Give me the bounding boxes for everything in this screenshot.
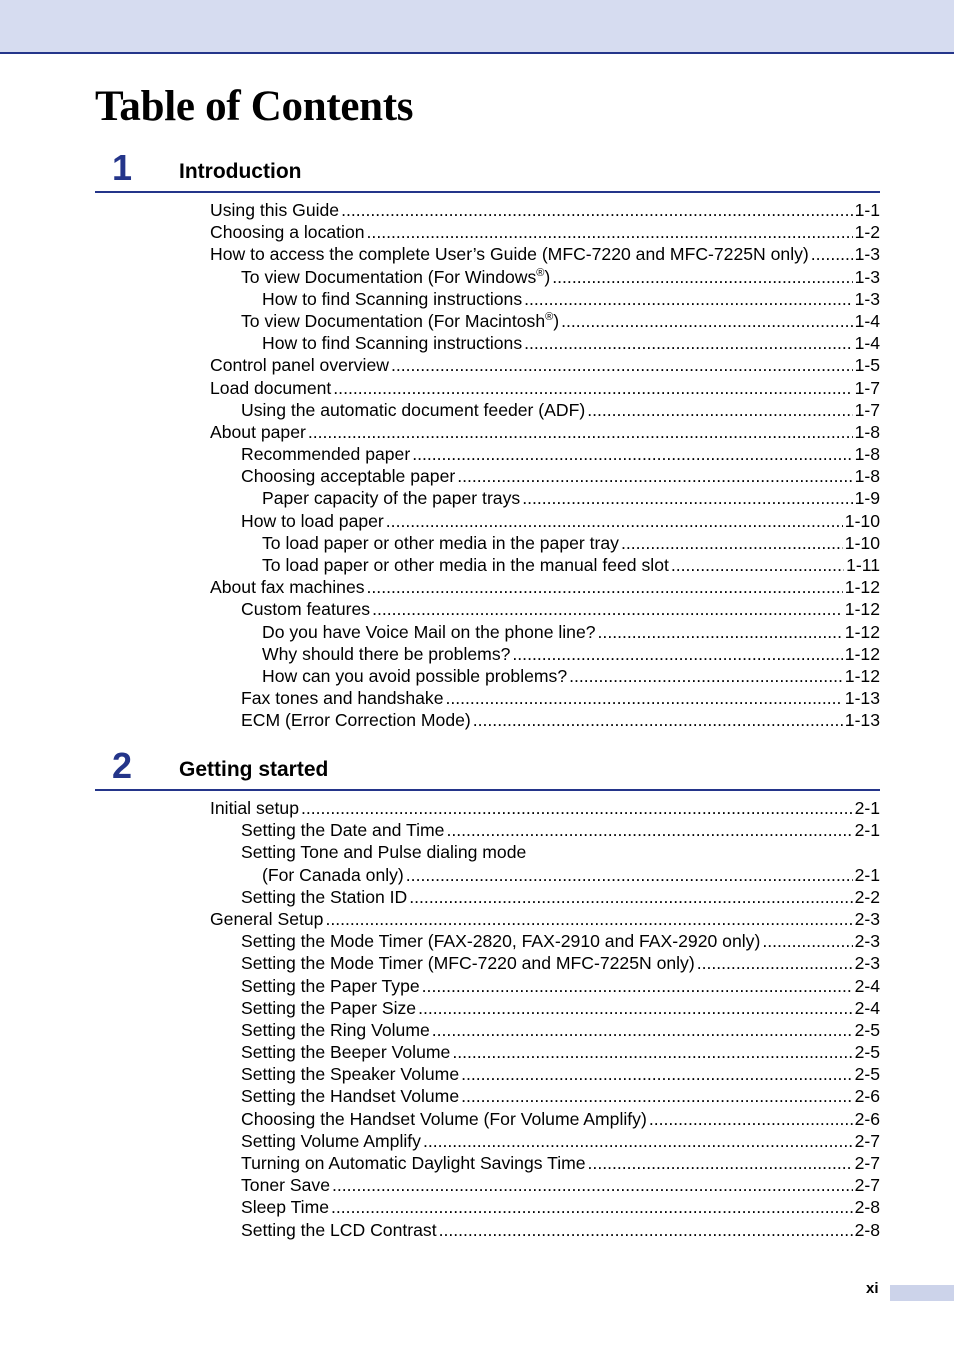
toc-entry-text: Setting Tone and Pulse dialing mode: [241, 842, 527, 863]
toc-entry[interactable]: [210, 820, 880, 842]
toc-entry[interactable]: [210, 488, 880, 510]
dot-leader: [587, 400, 852, 421]
toc-entry[interactable]: [210, 953, 880, 975]
toc-page-ref[interactable]: 1-7: [854, 377, 880, 398]
toc-page-ref[interactable]: 1-12: [844, 665, 880, 686]
dot-leader: [341, 200, 852, 221]
toc-entry-title: [241, 1131, 421, 1152]
toc-page-ref[interactable]: 2-8: [854, 1219, 880, 1240]
toc-page-ref[interactable]: 2-4: [854, 975, 880, 996]
toc-entry[interactable]: [210, 998, 880, 1020]
toc-entry-title: [241, 311, 559, 332]
dot-leader: [367, 222, 853, 243]
toc-entry[interactable]: [210, 1109, 880, 1131]
toc-entry-text: How can you avoid possible problems?: [262, 665, 568, 686]
toc-page-ref[interactable]: 1-12: [844, 621, 880, 642]
dot-leader: [445, 688, 842, 709]
toc-entry-text: Choosing the Handset Volume (For Volume Amplify): [241, 1108, 647, 1129]
toc-entry-list: [210, 798, 880, 1242]
toc-entry-text: Setting the Station ID: [241, 886, 408, 907]
toc-entry-title: [210, 798, 299, 819]
toc-entry-text: Do you have Voice Mail on the phone line?: [262, 621, 596, 642]
dot-leader: [524, 333, 852, 354]
toc-entry-text: Toner Save: [241, 1175, 330, 1196]
toc-entry[interactable]: [210, 577, 880, 599]
toc-entry-text: Setting the Mode Timer (FAX-2820, FAX-2910 and FAX-2920 only): [241, 931, 761, 952]
toc-page-ref[interactable]: 2-8: [854, 1197, 880, 1218]
toc-entry[interactable]: [210, 599, 880, 621]
toc-entry[interactable]: [210, 333, 880, 355]
toc-page-ref[interactable]: 1-4: [854, 333, 880, 354]
toc-page-ref[interactable]: 1-12: [844, 577, 880, 598]
dot-leader: [461, 1064, 852, 1085]
toc-entry-text: Custom features: [241, 599, 371, 620]
toc-entry[interactable]: [210, 311, 880, 333]
chapter-heading: [95, 147, 880, 193]
toc-entry-text-suffix: ): [544, 266, 551, 287]
toc-page-ref[interactable]: 2-6: [854, 1086, 880, 1107]
toc-page-ref[interactable]: 1-12: [844, 599, 880, 620]
toc-page-ref[interactable]: 2-6: [854, 1108, 880, 1129]
toc-entry-title: [262, 622, 596, 643]
toc-entry-title: [241, 998, 416, 1019]
toc-entry-title: [241, 267, 550, 288]
toc-entry[interactable]: [210, 909, 880, 931]
toc-page-ref[interactable]: 2-3: [854, 931, 880, 952]
toc-page-ref[interactable]: 1-10: [844, 532, 880, 553]
dot-leader: [524, 289, 852, 310]
toc-entry-text: Setting the Paper Type: [241, 975, 420, 996]
toc-entry[interactable]: [210, 1220, 880, 1242]
dot-leader: [432, 1020, 853, 1041]
toc-entry-text-suffix: ): [553, 310, 560, 331]
dot-leader: [697, 953, 853, 974]
toc-entry-title: [241, 976, 420, 997]
toc-entry-title: [210, 244, 809, 265]
toc-entry[interactable]: [210, 710, 880, 732]
toc-page-ref[interactable]: 1-7: [854, 399, 880, 420]
registered-mark: ®: [545, 311, 554, 324]
toc-entry-title: [241, 1220, 437, 1241]
dot-leader: [325, 909, 852, 930]
toc-entry-text: How to load paper: [241, 510, 384, 531]
toc-entry-text: Fax tones and handshake: [241, 688, 444, 709]
toc-entry-text: ECM (Error Correction Mode): [241, 710, 471, 731]
toc-entry-text: To view Documentation (For Macintosh: [241, 310, 546, 331]
toc-entry[interactable]: [210, 666, 880, 688]
toc-entry-title: [262, 533, 619, 554]
toc-entry[interactable]: [210, 1042, 880, 1064]
toc-page-ref[interactable]: 2-7: [854, 1130, 880, 1151]
toc-entry-text: Setting the LCD Contrast: [241, 1219, 437, 1240]
toc-page-ref[interactable]: 2-3: [854, 908, 880, 929]
toc-entry-text: Choosing acceptable paper: [241, 466, 456, 487]
dot-leader: [406, 865, 853, 886]
toc-page-ref[interactable]: 1-5: [854, 355, 880, 376]
toc-page-ref[interactable]: 1-3: [854, 288, 880, 309]
header-band: [0, 0, 954, 54]
chapter-title[interactable]: Getting started: [179, 758, 329, 781]
dot-leader: [439, 1220, 853, 1241]
toc-page-ref[interactable]: 2-7: [854, 1175, 880, 1196]
toc-entry[interactable]: [210, 1064, 880, 1086]
dot-leader: [457, 466, 852, 487]
toc-entry-title: [241, 887, 407, 908]
dot-leader: [512, 644, 842, 665]
toc-entry-text: General Setup: [210, 908, 324, 929]
toc-entry-title: [241, 820, 444, 841]
toc-entry-text: Setting the Ring Volume: [241, 1019, 430, 1040]
toc-entry-text: Setting the Beeper Volume: [241, 1042, 451, 1063]
toc-entry-title: [210, 222, 365, 243]
toc-entry[interactable]: [210, 533, 880, 555]
toc-page-ref[interactable]: 1-13: [844, 710, 880, 731]
toc-entry-text: Choosing a location: [210, 222, 365, 243]
toc-entry[interactable]: [210, 378, 880, 400]
toc-entry[interactable]: [210, 400, 880, 422]
toc-entry-title: [241, 1197, 329, 1218]
toc-entry-title: [241, 1064, 459, 1085]
toc-entry[interactable]: [210, 1020, 880, 1042]
toc-entry-text: (For Canada only): [262, 864, 404, 885]
dot-leader: [372, 599, 843, 620]
toc-entry-title: [241, 466, 455, 487]
toc-entry-text: Turning on Automatic Daylight Savings Time: [241, 1153, 586, 1173]
dot-leader: [762, 931, 852, 952]
toc-entry-list: [210, 200, 880, 733]
toc-entry-text: To load paper or other media in the paper tray: [262, 532, 619, 553]
dot-leader: [333, 378, 852, 399]
page-title: Table of Contents: [95, 83, 414, 130]
dot-leader: [649, 1109, 853, 1130]
toc-page-ref[interactable]: 1-4: [854, 310, 880, 331]
dot-leader: [522, 488, 852, 509]
toc-entry-text: Setting the Handset Volume: [241, 1086, 460, 1107]
toc-entry-title: [241, 688, 443, 709]
toc-entry-title: [241, 931, 760, 952]
dot-leader: [671, 555, 844, 576]
dot-leader: [386, 511, 843, 532]
toc-entry-title: [210, 355, 389, 376]
dot-leader: [811, 244, 853, 265]
toc-entry-title: [241, 710, 471, 731]
dot-leader: [561, 311, 852, 332]
dot-leader: [452, 1042, 852, 1063]
toc-entry-text: Load document: [210, 377, 332, 398]
toc-entry-text: Setting the Paper Size: [241, 997, 417, 1018]
chapter-section: [95, 147, 880, 731]
toc-entry-title: [210, 577, 365, 598]
dot-leader: [301, 798, 853, 819]
toc-entry-title: [241, 1153, 586, 1174]
toc-page-ref[interactable]: 2-4: [854, 997, 880, 1018]
toc-entry-title: [241, 599, 370, 620]
toc-entry[interactable]: [210, 222, 880, 244]
toc-entry-text: Recommended paper: [241, 444, 411, 465]
chapter-heading: [95, 745, 880, 791]
dot-leader: [418, 998, 852, 1019]
toc-entry[interactable]: [210, 1131, 880, 1153]
dot-leader: [423, 1131, 853, 1152]
toc-entry-text: Using the automatic document feeder (ADF): [241, 399, 586, 420]
toc-page-ref[interactable]: 2-5: [854, 1042, 880, 1063]
toc-entry-text: About paper: [210, 421, 306, 442]
toc-entry-title: [210, 422, 306, 443]
toc-entry-title: [262, 333, 522, 354]
dot-leader: [391, 355, 853, 376]
toc-entry[interactable]: [210, 842, 880, 864]
toc-entry[interactable]: [210, 466, 880, 488]
toc-entry[interactable]: [210, 422, 880, 444]
toc-page-ref[interactable]: 2-1: [854, 864, 880, 885]
toc-page-ref[interactable]: 2-5: [854, 1064, 880, 1085]
footer-tab: [890, 1285, 954, 1301]
toc-entry[interactable]: [210, 931, 880, 953]
toc-page-ref[interactable]: 1-3: [854, 266, 880, 287]
toc-entry-title: [241, 953, 695, 974]
toc-page-ref[interactable]: 2-1: [854, 820, 880, 841]
toc-entry-text: Control panel overview: [210, 355, 389, 376]
toc-entry[interactable]: [210, 267, 880, 289]
toc-page-ref[interactable]: 1-11: [846, 555, 880, 575]
toc-entry-title: [241, 1020, 430, 1041]
toc-entry-title: [262, 666, 567, 687]
toc-entry[interactable]: [210, 688, 880, 710]
toc-entry-text: How to access the complete User’s Guide (MFC-7220 and MFC-7225N only): [210, 244, 809, 265]
registered-mark: ®: [536, 266, 545, 279]
toc-entry-title: [262, 289, 522, 310]
toc-entry-text: Setting the Mode Timer (MFC-7220 and MFC-7225N only): [241, 953, 695, 974]
toc-entry-title: [241, 400, 585, 421]
toc-entry-text: About fax machines: [210, 577, 365, 598]
toc-entry-title: [210, 909, 323, 930]
toc-entry-title: [241, 1042, 450, 1063]
dot-leader: [446, 820, 852, 841]
toc-page-ref[interactable]: 1-13: [844, 688, 880, 709]
toc-entry[interactable]: [210, 289, 880, 311]
dot-leader: [598, 622, 843, 643]
toc-page-ref[interactable]: 1-9: [854, 488, 880, 509]
toc-entry-text: To view Documentation (For Windows: [241, 266, 537, 287]
dot-leader: [552, 267, 852, 288]
dot-leader: [367, 577, 843, 598]
toc-entry-title: [241, 511, 384, 532]
toc-entry-title: [262, 865, 404, 886]
dot-leader: [569, 666, 843, 687]
toc-page-ref[interactable]: 1-3: [854, 244, 880, 265]
chapter-title[interactable]: Introduction: [179, 160, 302, 183]
toc-entry[interactable]: [210, 1197, 880, 1219]
chapter-number: 1: [112, 147, 133, 188]
toc-entry[interactable]: [210, 622, 880, 644]
toc-entry-text: Paper capacity of the paper trays: [262, 488, 521, 509]
toc-entry-text: Why should there be problems?: [262, 643, 511, 664]
toc-page-ref[interactable]: 2-1: [854, 798, 880, 818]
dot-leader: [409, 887, 852, 908]
toc-page-ref[interactable]: 2-5: [854, 1019, 880, 1040]
toc-entry-title: [210, 378, 331, 399]
toc-page-ref[interactable]: 1-10: [844, 510, 880, 531]
toc-entry-text: How to find Scanning instructions: [262, 333, 523, 354]
toc-page-ref[interactable]: 2-3: [854, 953, 880, 974]
toc-page-ref[interactable]: 2-7: [854, 1153, 880, 1173]
dot-leader: [332, 1175, 853, 1196]
toc-entry-title: [241, 444, 410, 465]
dot-leader: [588, 1153, 853, 1174]
toc-entry-text: Setting Volume Amplify: [241, 1130, 421, 1151]
chapter-number: 2: [112, 745, 133, 786]
toc-entry[interactable]: [210, 511, 880, 533]
toc-entry-title: [210, 200, 339, 221]
toc-entry-title: [262, 488, 520, 509]
toc-entry-title: [262, 644, 510, 665]
toc-entry[interactable]: [210, 976, 880, 998]
toc-entry[interactable]: [210, 1175, 880, 1197]
toc-entry-text: How to find Scanning instructions: [262, 288, 523, 309]
toc-entry[interactable]: [210, 355, 880, 377]
toc-entry-title: [262, 555, 669, 576]
toc-entry[interactable]: [210, 1153, 880, 1175]
toc-entry[interactable]: [210, 798, 880, 820]
toc-entry-text: Setting the Date and Time: [241, 820, 445, 841]
toc-page-ref[interactable]: 1-8: [854, 444, 880, 465]
toc-entry-text: Initial setup: [210, 798, 299, 818]
toc-entry[interactable]: [210, 555, 880, 577]
toc-entry[interactable]: [210, 887, 880, 909]
toc-page-ref[interactable]: 1-2: [854, 222, 880, 243]
toc-entry-text: Setting the Speaker Volume: [241, 1064, 460, 1085]
page-number: xi: [866, 1280, 879, 1297]
toc-entry[interactable]: [210, 244, 880, 266]
toc-page-ref[interactable]: 1-12: [844, 643, 880, 664]
chapter-section: [95, 745, 880, 1240]
toc-entry[interactable]: [210, 444, 880, 466]
toc-entry[interactable]: [210, 644, 880, 666]
toc-entry-text: Using this Guide: [210, 200, 340, 220]
dot-leader: [621, 533, 843, 554]
dot-leader: [461, 1086, 852, 1107]
toc-entry-text: Sleep Time: [241, 1197, 330, 1218]
toc-page-ref[interactable]: 2-2: [854, 886, 880, 907]
dot-leader: [473, 710, 843, 731]
dot-leader: [422, 976, 853, 997]
dot-leader: [308, 422, 853, 443]
toc-page-ref[interactable]: 1-1: [854, 200, 880, 220]
toc-entry[interactable]: [210, 1086, 880, 1108]
toc-entry-title: [241, 1175, 330, 1196]
dot-leader: [331, 1197, 853, 1218]
dot-leader: [412, 444, 852, 465]
toc-entry-title: [241, 842, 526, 863]
toc-page-ref[interactable]: 1-8: [854, 466, 880, 487]
toc-entry-title: [241, 1086, 459, 1107]
toc-entry-text: To load paper or other media in the manual feed slot: [262, 555, 669, 575]
toc-entry-title: [241, 1109, 647, 1130]
toc-entry[interactable]: [210, 200, 880, 222]
toc-entry[interactable]: [210, 865, 880, 887]
toc-page-ref[interactable]: 1-8: [854, 421, 880, 442]
